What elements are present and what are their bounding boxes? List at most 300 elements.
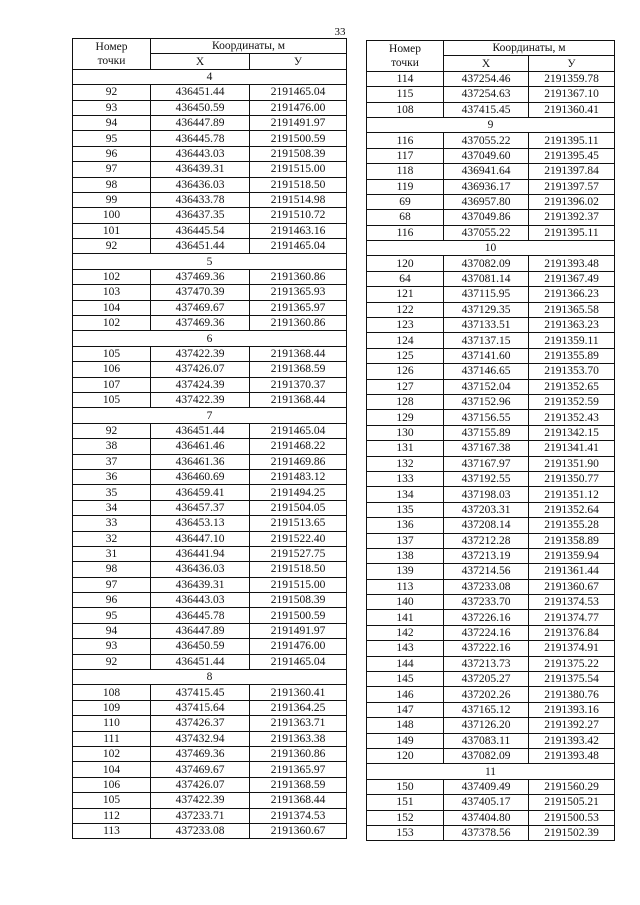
point-number-cell: 128 (367, 394, 444, 409)
point-number-cell: 107 (73, 377, 151, 392)
table-row (73, 716, 347, 731)
y-coordinate-cell: 2191361.44 (529, 564, 615, 579)
y-coordinate-cell: 2191375.22 (529, 656, 615, 671)
table-row (367, 456, 615, 471)
point-number-cell: 99 (73, 192, 151, 207)
y-coordinate-cell: 2191463.16 (250, 223, 347, 238)
y-coordinate-cell: 2191374.53 (529, 595, 615, 610)
y-coordinate-cell: 2191352.59 (529, 394, 615, 409)
point-number-cell: 116 (367, 225, 444, 240)
point-number-cell: 139 (367, 564, 444, 579)
y-coordinate-cell: 2191352.64 (529, 502, 615, 517)
point-number-cell: 130 (367, 425, 444, 440)
point-number-cell: 31 (73, 546, 151, 561)
point-number-cell: 92 (73, 85, 151, 100)
table-row (73, 823, 347, 838)
y-coordinate-cell: 2191351.90 (529, 456, 615, 471)
x-coordinate-cell: 437426.07 (151, 362, 250, 377)
table-row (367, 102, 615, 117)
point-number-cell: 113 (73, 823, 151, 838)
x-coordinate-cell: 436450.59 (151, 639, 250, 654)
y-coordinate-cell: 2191368.44 (250, 793, 347, 808)
header-coordinates: Координаты, м (151, 39, 347, 54)
x-coordinate-cell: 437415.45 (151, 685, 250, 700)
y-coordinate-cell: 2191368.44 (250, 392, 347, 407)
y-coordinate-cell: 2191367.10 (529, 87, 615, 102)
section-row (73, 254, 347, 269)
y-coordinate-cell: 2191491.97 (250, 623, 347, 638)
point-number-cell: 106 (73, 362, 151, 377)
point-number-cell: 111 (73, 731, 151, 746)
x-coordinate-cell: 437152.96 (444, 394, 529, 409)
point-number-cell: 68 (367, 210, 444, 225)
x-coordinate-cell: 436451.44 (151, 423, 250, 438)
table-row (73, 639, 347, 654)
y-coordinate-cell: 2191352.65 (529, 379, 615, 394)
point-number-cell: 131 (367, 441, 444, 456)
y-coordinate-cell: 2191355.89 (529, 348, 615, 363)
point-number-cell: 145 (367, 672, 444, 687)
x-coordinate-cell: 436445.54 (151, 223, 250, 238)
y-coordinate-cell: 2191359.11 (529, 333, 615, 348)
x-coordinate-cell: 437224.16 (444, 625, 529, 640)
x-coordinate-cell: 436443.03 (151, 593, 250, 608)
point-number-cell: 34 (73, 500, 151, 515)
point-number-cell: 123 (367, 318, 444, 333)
point-number-cell: 153 (367, 825, 444, 840)
x-coordinate-cell: 437226.16 (444, 610, 529, 625)
x-coordinate-cell: 437082.09 (444, 256, 529, 271)
section-row (367, 241, 615, 256)
x-coordinate-cell: 437049.86 (444, 210, 529, 225)
x-coordinate-cell: 436447.89 (151, 623, 250, 638)
x-coordinate-cell: 437055.22 (444, 133, 529, 148)
point-number-cell: 152 (367, 810, 444, 825)
x-coordinate-cell: 436447.89 (151, 115, 250, 130)
x-coordinate-cell: 437378.56 (444, 825, 529, 840)
y-coordinate-cell: 2191368.59 (250, 777, 347, 792)
y-coordinate-cell: 2191476.00 (250, 100, 347, 115)
table-row (73, 177, 347, 192)
table-row (367, 210, 615, 225)
point-number-cell: 104 (73, 300, 151, 315)
y-coordinate-cell: 2191491.97 (250, 115, 347, 130)
section-row (73, 408, 347, 423)
table-row (367, 194, 615, 209)
x-coordinate-cell: 437233.08 (444, 579, 529, 594)
y-coordinate-cell: 2191393.16 (529, 702, 615, 717)
table-body-right (367, 71, 615, 841)
point-number-cell: 116 (367, 133, 444, 148)
table-row (367, 779, 615, 794)
x-coordinate-cell: 437233.70 (444, 595, 529, 610)
table-row (73, 500, 347, 515)
y-coordinate-cell: 2191397.84 (529, 164, 615, 179)
point-number-cell: 108 (367, 102, 444, 117)
x-coordinate-cell: 437409.49 (444, 779, 529, 794)
point-number-cell: 150 (367, 779, 444, 794)
point-number-cell: 69 (367, 194, 444, 209)
point-number-cell: 36 (73, 469, 151, 484)
point-number-cell: 149 (367, 733, 444, 748)
table-row (367, 733, 615, 748)
x-coordinate-cell: 437129.35 (444, 302, 529, 317)
table-row (367, 471, 615, 486)
table-row (367, 533, 615, 548)
table-row (367, 225, 615, 240)
table-row (73, 85, 347, 100)
point-number-cell: 121 (367, 287, 444, 302)
table-row (73, 485, 347, 500)
table-row (367, 672, 615, 687)
section-row (367, 764, 615, 779)
x-coordinate-cell: 437167.97 (444, 456, 529, 471)
y-coordinate-cell: 2191465.04 (250, 654, 347, 669)
point-number-cell: 35 (73, 485, 151, 500)
table-row (367, 256, 615, 271)
y-coordinate-cell: 2191560.29 (529, 779, 615, 794)
point-number-cell: 100 (73, 208, 151, 223)
x-coordinate-cell: 437203.31 (444, 502, 529, 517)
y-coordinate-cell: 2191380.76 (529, 687, 615, 702)
x-coordinate-cell: 437422.39 (151, 346, 250, 361)
table-row (73, 377, 347, 392)
table-row (73, 562, 347, 577)
point-number-cell: 137 (367, 533, 444, 548)
header-coordinates: Координаты, м (444, 41, 615, 56)
x-coordinate-cell: 437081.14 (444, 271, 529, 286)
point-number-cell: 124 (367, 333, 444, 348)
x-coordinate-cell: 437167.38 (444, 441, 529, 456)
y-coordinate-cell: 2191367.49 (529, 271, 615, 286)
table-row (367, 179, 615, 194)
x-coordinate-cell: 437165.12 (444, 702, 529, 717)
x-coordinate-cell: 436436.03 (151, 177, 250, 192)
table-row (73, 731, 347, 746)
x-coordinate-cell: 436443.03 (151, 146, 250, 161)
point-number-cell: 147 (367, 702, 444, 717)
table-row (73, 808, 347, 823)
section-label: 6 (73, 331, 347, 346)
point-number-cell: 146 (367, 687, 444, 702)
point-number-cell: 148 (367, 718, 444, 733)
table-row (73, 454, 347, 469)
y-coordinate-cell: 2191370.37 (250, 377, 347, 392)
y-coordinate-cell: 2191395.45 (529, 148, 615, 163)
table-row (73, 346, 347, 361)
point-number-cell: 92 (73, 423, 151, 438)
point-number-cell: 96 (73, 593, 151, 608)
point-number-cell: 120 (367, 256, 444, 271)
table-row (367, 133, 615, 148)
table-row (73, 285, 347, 300)
y-coordinate-cell: 2191341.41 (529, 441, 615, 456)
table-row (367, 518, 615, 533)
y-coordinate-cell: 2191465.04 (250, 423, 347, 438)
table-row (73, 746, 347, 761)
x-coordinate-cell: 436445.78 (151, 608, 250, 623)
y-coordinate-cell: 2191359.94 (529, 548, 615, 563)
y-coordinate-cell: 2191392.27 (529, 718, 615, 733)
header-x: X (151, 54, 250, 69)
header-y: У (250, 54, 347, 69)
y-coordinate-cell: 2191350.77 (529, 471, 615, 486)
point-number-cell: 143 (367, 641, 444, 656)
table-row (73, 762, 347, 777)
y-coordinate-cell: 2191360.86 (250, 269, 347, 284)
point-number-cell: 117 (367, 148, 444, 163)
x-coordinate-cell: 437254.63 (444, 87, 529, 102)
point-number-cell: 103 (73, 285, 151, 300)
section-label: 4 (73, 69, 347, 84)
point-number-cell: 33 (73, 516, 151, 531)
point-number-cell: 93 (73, 639, 151, 654)
x-coordinate-cell: 437192.55 (444, 471, 529, 486)
table-row (367, 425, 615, 440)
point-number-cell: 114 (367, 71, 444, 86)
table-row (73, 593, 347, 608)
x-coordinate-cell: 436445.78 (151, 131, 250, 146)
x-coordinate-cell: 436453.13 (151, 516, 250, 531)
y-coordinate-cell: 2191510.72 (250, 208, 347, 223)
x-coordinate-cell: 436459.41 (151, 485, 250, 500)
x-coordinate-cell: 436936.17 (444, 179, 529, 194)
table-row (367, 656, 615, 671)
y-coordinate-cell: 2191360.86 (250, 316, 347, 331)
x-coordinate-cell: 437432.94 (151, 731, 250, 746)
x-coordinate-cell: 437146.65 (444, 364, 529, 379)
x-coordinate-cell: 436460.69 (151, 469, 250, 484)
table-row (73, 131, 347, 146)
coordinates-table-left (72, 38, 347, 839)
y-coordinate-cell: 2191363.23 (529, 318, 615, 333)
y-coordinate-cell: 2191360.41 (529, 102, 615, 117)
table-row (73, 208, 347, 223)
point-number-cell: 64 (367, 271, 444, 286)
y-coordinate-cell: 2191465.04 (250, 85, 347, 100)
x-coordinate-cell: 437415.45 (444, 102, 529, 117)
table-row (73, 439, 347, 454)
x-coordinate-cell: 436441.94 (151, 546, 250, 561)
table-row (73, 608, 347, 623)
table-row (367, 625, 615, 640)
table-row (367, 564, 615, 579)
x-coordinate-cell: 437133.51 (444, 318, 529, 333)
x-coordinate-cell: 436437.35 (151, 208, 250, 223)
point-number-cell: 101 (73, 223, 151, 238)
header-y: У (529, 56, 615, 71)
x-coordinate-cell: 437208.14 (444, 518, 529, 533)
y-coordinate-cell: 2191374.77 (529, 610, 615, 625)
table-row (367, 825, 615, 840)
point-number-cell: 105 (73, 793, 151, 808)
y-coordinate-cell: 2191368.59 (250, 362, 347, 377)
x-coordinate-cell: 437083.11 (444, 733, 529, 748)
point-number-cell: 93 (73, 100, 151, 115)
x-coordinate-cell: 436451.44 (151, 654, 250, 669)
x-coordinate-cell: 436450.59 (151, 100, 250, 115)
x-coordinate-cell: 437156.55 (444, 410, 529, 425)
y-coordinate-cell: 2191353.70 (529, 364, 615, 379)
point-number-cell: 118 (367, 164, 444, 179)
x-coordinate-cell: 437082.09 (444, 748, 529, 763)
table-row (367, 318, 615, 333)
table-row (367, 287, 615, 302)
point-number-cell: 97 (73, 162, 151, 177)
y-coordinate-cell: 2191365.97 (250, 762, 347, 777)
x-coordinate-cell: 437213.73 (444, 656, 529, 671)
x-coordinate-cell: 436451.44 (151, 239, 250, 254)
point-number-cell: 92 (73, 239, 151, 254)
header-point-number-line1: Номер (389, 42, 421, 55)
table-row (367, 441, 615, 456)
table-row (367, 164, 615, 179)
x-coordinate-cell: 436439.31 (151, 577, 250, 592)
y-coordinate-cell: 2191500.59 (250, 608, 347, 623)
y-coordinate-cell: 2191352.43 (529, 410, 615, 425)
point-number-cell: 120 (367, 748, 444, 763)
table-row (73, 700, 347, 715)
table-row (367, 394, 615, 409)
table-row (367, 610, 615, 625)
x-coordinate-cell: 437141.60 (444, 348, 529, 363)
x-coordinate-cell: 437254.46 (444, 71, 529, 86)
point-number-cell: 110 (73, 716, 151, 731)
coordinates-table-right (366, 40, 615, 841)
table-row (367, 502, 615, 517)
point-number-cell: 126 (367, 364, 444, 379)
y-coordinate-cell: 2191393.48 (529, 256, 615, 271)
x-coordinate-cell: 436461.36 (151, 454, 250, 469)
point-number-cell: 105 (73, 392, 151, 407)
point-number-cell: 32 (73, 531, 151, 546)
table-row (367, 687, 615, 702)
point-number-cell: 106 (73, 777, 151, 792)
table-row (367, 810, 615, 825)
table-row (73, 577, 347, 592)
x-coordinate-cell: 437049.60 (444, 148, 529, 163)
y-coordinate-cell: 2191522.40 (250, 531, 347, 546)
table-row (73, 623, 347, 638)
header-x: X (444, 56, 529, 71)
x-coordinate-cell: 436941.64 (444, 164, 529, 179)
table-row (73, 516, 347, 531)
section-label: 11 (367, 764, 615, 779)
section-label: 8 (73, 670, 347, 685)
x-coordinate-cell: 437469.67 (151, 300, 250, 315)
table-row (73, 223, 347, 238)
x-coordinate-cell: 437115.95 (444, 287, 529, 302)
y-coordinate-cell: 2191513.65 (250, 516, 347, 531)
y-coordinate-cell: 2191375.54 (529, 672, 615, 687)
y-coordinate-cell: 2191365.93 (250, 285, 347, 300)
y-coordinate-cell: 2191508.39 (250, 146, 347, 161)
x-coordinate-cell: 437137.15 (444, 333, 529, 348)
table-row (73, 239, 347, 254)
y-coordinate-cell: 2191515.00 (250, 162, 347, 177)
section-label: 7 (73, 408, 347, 423)
y-coordinate-cell: 2191393.48 (529, 748, 615, 763)
y-coordinate-cell: 2191518.50 (250, 177, 347, 192)
y-coordinate-cell: 2191360.86 (250, 746, 347, 761)
section-label: 9 (367, 117, 615, 132)
y-coordinate-cell: 2191476.00 (250, 639, 347, 654)
table-row (367, 71, 615, 86)
y-coordinate-cell: 2191351.12 (529, 487, 615, 502)
table-row (367, 87, 615, 102)
table-row (73, 192, 347, 207)
point-number-cell: 92 (73, 654, 151, 669)
y-coordinate-cell: 2191363.71 (250, 716, 347, 731)
x-coordinate-cell: 437213.19 (444, 548, 529, 563)
table-row (73, 362, 347, 377)
y-coordinate-cell: 2191360.67 (529, 579, 615, 594)
y-coordinate-cell: 2191504.05 (250, 500, 347, 515)
table-row (367, 487, 615, 502)
x-coordinate-cell: 437415.64 (151, 700, 250, 715)
section-label: 10 (367, 241, 615, 256)
y-coordinate-cell: 2191360.41 (250, 685, 347, 700)
table-row (73, 654, 347, 669)
y-coordinate-cell: 2191469.86 (250, 454, 347, 469)
y-coordinate-cell: 2191508.39 (250, 593, 347, 608)
point-number-cell: 113 (367, 579, 444, 594)
point-number-cell: 141 (367, 610, 444, 625)
point-number-cell: 95 (73, 131, 151, 146)
y-coordinate-cell: 2191500.53 (529, 810, 615, 825)
table-row (367, 333, 615, 348)
y-coordinate-cell: 2191376.84 (529, 625, 615, 640)
table-row (73, 269, 347, 284)
point-number-cell: 138 (367, 548, 444, 563)
table-row (73, 115, 347, 130)
table-row (73, 793, 347, 808)
table-row (367, 579, 615, 594)
y-coordinate-cell: 2191364.25 (250, 700, 347, 715)
x-coordinate-cell: 437233.71 (151, 808, 250, 823)
point-number-cell: 105 (73, 346, 151, 361)
x-coordinate-cell: 437469.67 (151, 762, 250, 777)
point-number-cell: 122 (367, 302, 444, 317)
y-coordinate-cell: 2191500.59 (250, 131, 347, 146)
y-coordinate-cell: 2191359.78 (529, 71, 615, 86)
table-body-left (73, 69, 347, 839)
table-row (73, 469, 347, 484)
header-point-number-line2: точки (391, 56, 419, 69)
point-number-cell: 94 (73, 623, 151, 638)
point-number-cell: 129 (367, 410, 444, 425)
section-row (73, 331, 347, 346)
table-row (367, 379, 615, 394)
x-coordinate-cell: 437198.03 (444, 487, 529, 502)
y-coordinate-cell: 2191518.50 (250, 562, 347, 577)
point-number-cell: 38 (73, 439, 151, 454)
y-coordinate-cell: 2191395.11 (529, 225, 615, 240)
x-coordinate-cell: 436447.10 (151, 531, 250, 546)
y-coordinate-cell: 2191392.37 (529, 210, 615, 225)
section-label: 5 (73, 254, 347, 269)
point-number-cell: 119 (367, 179, 444, 194)
x-coordinate-cell: 437404.80 (444, 810, 529, 825)
x-coordinate-cell: 437422.39 (151, 793, 250, 808)
point-number-cell: 127 (367, 379, 444, 394)
table-row (73, 546, 347, 561)
section-row (367, 117, 615, 132)
x-coordinate-cell: 436957.80 (444, 194, 529, 209)
point-number-cell: 102 (73, 746, 151, 761)
y-coordinate-cell: 2191395.11 (529, 133, 615, 148)
table-row (367, 548, 615, 563)
